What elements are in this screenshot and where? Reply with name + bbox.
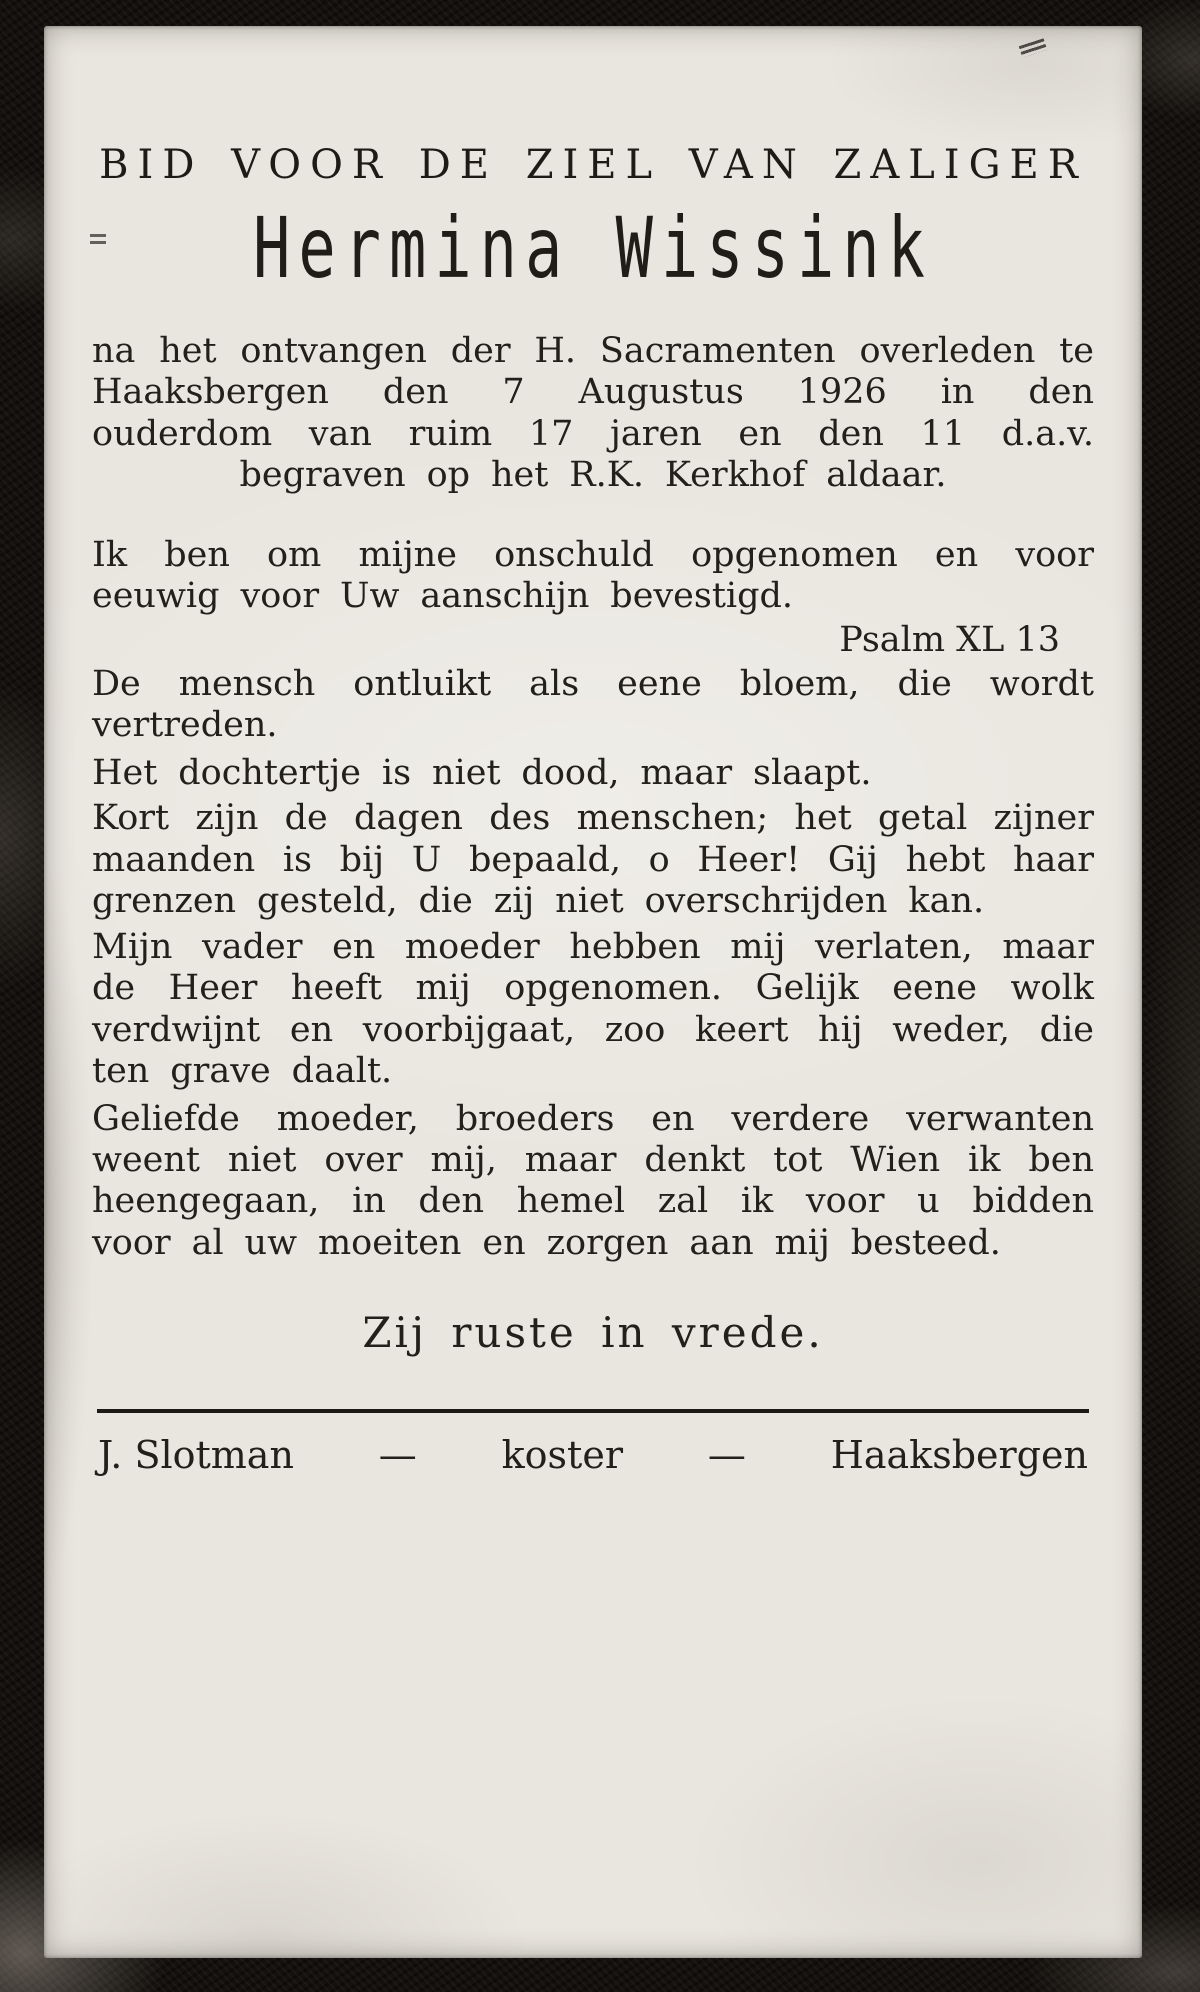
paragraph-bloem: De mensch ontluikt als eene bloem, die wordt vertreden. [92,663,1094,746]
footer-role: koster [501,1433,623,1478]
paragraph-dochtertje: Het dochtertje is niet dood, maar slaapt. [92,752,872,793]
paragraph-geliefde-moeder: Geliefde moeder, broeders en verdere verwanten weent niet over mij, maar denkt tot Wien ik ben heengegaan, in den hemel zal ik voor u bidden voor al uw moeiten en zorgen aan mij besteed. [92,1098,1094,1263]
deceased-name-text: Hermina Wissink [253,198,933,298]
prayer-header: BID VOOR DE ZIEL VAN ZALIGER [99,142,1087,188]
footer-dash-2: — [707,1433,746,1478]
paragraph-kort-dagen: Kort zijn de dagen des menschen; het getal zijner maanden is bij U bepaald, o Heer! Gij hebt haar grenzen gesteld, die zij niet overschrijden kan. [92,798,1094,922]
paragraph-death-notice: na het ontvangen der H. Sacramenten overleden te Haaksbergen den 7 Augustus 1926 in den ouderdom van ruim 17 jaren en den 11 d.a.v. begraven op het R.K. Kerkhof aldaar. [92,331,1094,496]
footer-dash-1: — [378,1433,417,1478]
ink-smudge-left-margin [90,234,106,244]
footer-divider [97,1409,1089,1413]
closing-blessing: Zij ruste in vrede. [362,1308,824,1358]
paragraph-vader-moeder: Mijn vader en moeder hebben mij verlaten, maar de Heer heeft mij opgenomen. Gelijk eene wolk verdwijnt en voorbijgaat, zoo keert hij weder, die ten grave daalt. [92,926,1094,1092]
footer-line [92,1433,1094,1477]
footer-name: J. Slotman [98,1433,294,1478]
footer-place: Haaksbergen [830,1433,1088,1478]
psalm-reference: Psalm XL 13 [839,619,1060,660]
ink-smudge-top-right [1019,38,1047,57]
memorial-card [44,26,1142,1958]
paragraph-psalm-quote: Ik ben om mijne onschuld opgenomen en voor eeuwig voor Uw aanschijn bevestigd. [92,534,1094,617]
deceased-name [92,198,1094,298]
